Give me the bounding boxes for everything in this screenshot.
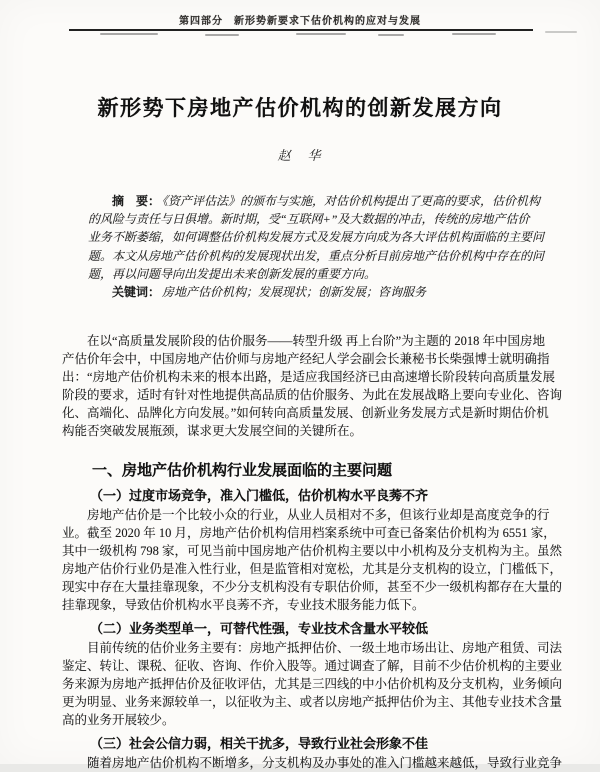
text-line: 其中一级机构 798 家，可见当前中国房地产估价机构主要以中小机构及分支机构为主。虽然	[62, 544, 563, 558]
text-line: 高的业务开展较少。	[62, 713, 175, 727]
text-line: 房地产估价是一个比较小众的行业，从业人员相对不多，但该行业却是高度竞争的行	[87, 508, 550, 522]
text-line: 的风险与责任与日俱增。新时期，受“互联网+”及大数据的冲击，传统的房地产估价	[88, 212, 530, 227]
keywords-text: 房地产估价机构；发展现状；创新发展；咨询服务	[162, 285, 427, 300]
abstract-text: 《资产评估法》的颁布与实施，对估价机构提出了更高的要求，估价机构	[162, 194, 541, 208]
text-line: 业务不断萎缩，如何调整估价机构发展方式及发展方向成为各大评估机构面临的主要问	[88, 230, 545, 245]
text-line: 随着房地产估价机构不断增多，分支机构及办事处的准入门槛越来越低，导致行业竞争	[87, 756, 563, 770]
text-line: 鉴定、转让、课税、征收、咨询、作价入股等。通过调查了解，目前不少估价机构的主要业	[62, 659, 563, 673]
scan-artifact	[545, 31, 577, 33]
author-name: 赵 华	[277, 148, 323, 163]
header-rule	[69, 29, 533, 31]
subsection-2-heading: （二）业务类型单一，可替代性强，专业技术含量水平较低	[90, 622, 429, 637]
abstract-label: 摘 要：	[112, 194, 161, 208]
text-line: 阶段的要求，适时有针对性地提供高品质的估价服务、为此在发展战略上要向专业化、咨询	[62, 388, 563, 402]
text-line: 出：“房地产估价机构未来的根本出路，是适应我国经济已由高速增长阶段转向高质量发展	[62, 370, 556, 384]
scan-artifact	[100, 33, 158, 35]
scan-artifact	[205, 34, 239, 36]
scan-artifact	[378, 34, 404, 36]
text-line: 化、高端化、品牌化方向发展。”如何转向高质量发展、创新业务发展方式是新时期估价机	[62, 406, 549, 420]
scan-artifact	[296, 33, 346, 35]
abstract-lines	[88, 210, 545, 283]
text-line: 目前传统的估价业务主要有：房地产抵押估价、一级土地市场出让、房地产租赁、司法	[87, 641, 563, 655]
paper-title: 新形势下房地产估价机构的创新发展方向	[97, 96, 503, 120]
text-line: 务来源为房地产抵押估价及征收评估，尤其是三四线的中小估价机构及分支机构，业务倾向	[62, 677, 563, 691]
subsection-1-paragraph	[62, 506, 563, 614]
text-line: 构能否突破发展瓶颈，谋求更大发展空间的关键所在。	[62, 424, 363, 438]
subsection-1-heading: （一）过度市场竞争，准入门槛低，估价机构水平良莠不齐	[90, 489, 429, 504]
subsection-2-paragraph	[62, 639, 563, 729]
abstract-block	[88, 192, 545, 301]
text-line: 在以“高质量发展阶段的估价服务——转型升级 再上台阶”为主题的 2018 年中国房地	[87, 334, 545, 348]
scan-artifact	[452, 33, 496, 35]
text-line: 更为明显、业务来源较单一，以征收为主、或者以房地产抵押估价为主、其他专业技术含量	[62, 695, 563, 709]
body-text	[62, 332, 563, 772]
text-line: 题。本文从房地产估价机构的发展现状出发，重点分析目前房地产估价机构中存在的问	[88, 248, 545, 263]
subsection-3-paragraph	[62, 754, 563, 772]
text-line: 题，再以问题导向出发提出未来创新发展的重要方向。	[88, 266, 377, 281]
text-line: 产估价年会中，中国房地产估价师与房地产经纪人学会副会长兼秘书长柴强博士就明确指	[62, 352, 550, 366]
abstract-first-line	[88, 192, 541, 210]
section-1-heading: 一、房地产估价机构行业发展面临的主要问题	[92, 461, 393, 479]
keywords-label: 关键词：	[112, 285, 161, 300]
text-line: 房地产估价行业仍是准入性行业，但是监管相对宽松，尤其是分支机构的设立，门槛低下，	[62, 562, 563, 576]
keywords-line	[88, 283, 538, 301]
subsection-3-heading: （三）社会公信力弱，相关干扰多，导致行业社会形象不佳	[90, 737, 429, 752]
running-header: 第四部分 新形势新要求下估价机构的应对与发展	[179, 16, 421, 27]
text-line: 现实中存在大量挂靠现象，不少分支机构没有专职估价师，甚至不少一级机构都存在大量的	[62, 580, 563, 594]
text-line: 挂靠现象，导致估价机构水平良莠不齐，专业技术服务能力低下。	[62, 598, 425, 612]
intro-paragraph	[62, 332, 563, 440]
text-line: 业。截至 2020 年 10 月，房地产估价机构信用档案系统中可查已备案估价机构为 6551 家，	[62, 526, 556, 540]
